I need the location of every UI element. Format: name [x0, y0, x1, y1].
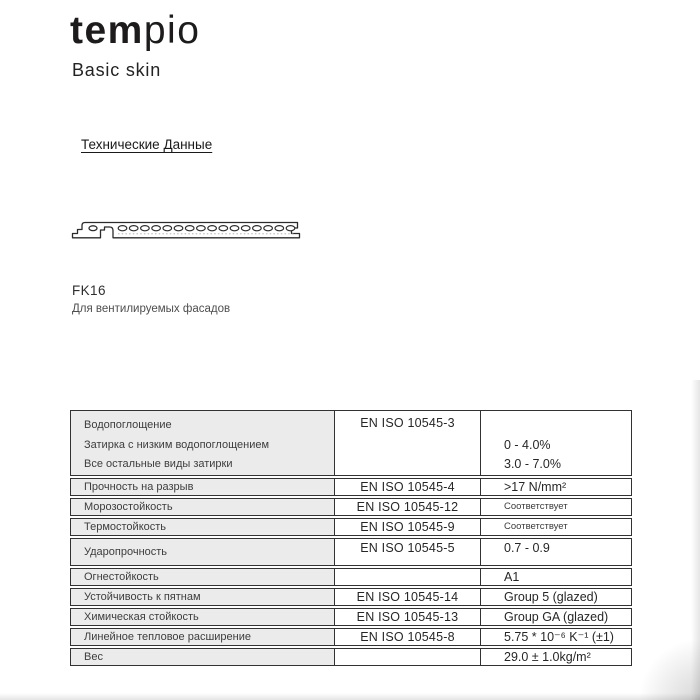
property-cell	[71, 539, 335, 565]
panel-hole	[230, 226, 239, 231]
panel-hole	[253, 226, 262, 231]
page-edge-shadow-right	[691, 380, 700, 700]
brand-logo	[70, 10, 200, 52]
brand-logo-light: pio	[143, 9, 201, 52]
panel-hole	[141, 226, 150, 231]
table-row	[70, 568, 632, 586]
value-cell	[481, 629, 631, 645]
spec-table	[70, 410, 632, 668]
value-cell	[481, 519, 631, 535]
table-row	[70, 518, 632, 536]
table-row	[70, 628, 632, 646]
page-edge-shadow-bottom	[0, 693, 700, 700]
value-cell	[481, 499, 631, 515]
value-cell	[481, 649, 631, 665]
table-row	[70, 588, 632, 606]
table-row	[70, 648, 632, 666]
panel-hole	[152, 226, 161, 231]
standard-label: EN ISO 10545-5	[360, 540, 455, 555]
page-corner-shadow	[630, 630, 700, 700]
value-label	[504, 416, 631, 436]
value-label: 29.0 ± 1.0kg/m²	[504, 649, 591, 664]
value-label: 0.7 - 0.9	[504, 540, 550, 555]
section-title: Технические Данные	[81, 137, 213, 152]
value-cell	[481, 609, 631, 625]
value-label: Group GA (glazed)	[504, 609, 609, 624]
standard-label: EN ISO 10545-9	[360, 519, 455, 534]
standard-label: EN ISO 10545-14	[356, 589, 459, 604]
panel-hole	[275, 226, 284, 231]
property-label: Прочность на разрыв	[84, 480, 194, 493]
standard-label: EN ISO 10545-3	[360, 416, 455, 430]
value-cell	[481, 589, 631, 605]
standard-label: EN ISO 10545-4	[360, 479, 455, 494]
panel-hole	[208, 226, 217, 231]
product-line-label: Basic skin	[72, 60, 162, 80]
table-row	[70, 608, 632, 626]
value-cell	[481, 539, 631, 565]
standard-label: EN ISO 10545-13	[356, 609, 459, 624]
panel-hole	[197, 226, 206, 231]
panel-hole	[264, 226, 273, 231]
property-cell	[71, 569, 335, 585]
property-cell	[71, 499, 335, 515]
value-label: Group 5 (glazed)	[504, 589, 598, 604]
property-label: Устойчивость к пятнам	[84, 590, 201, 603]
standard-label: EN ISO 10545-8	[360, 629, 455, 644]
property-cell	[71, 649, 335, 665]
property-cell	[71, 609, 335, 625]
property-label: Термостойкость	[84, 520, 167, 533]
value-cell	[481, 411, 631, 475]
property-label: Все остальные виды затирки	[84, 458, 233, 470]
brand-logo-bold: tem	[70, 9, 144, 52]
standard-cell	[335, 539, 481, 565]
property-label: Затирка с низким водопоглощением	[84, 438, 270, 451]
value-cell	[481, 569, 631, 585]
standard-label: EN ISO 10545-12	[356, 499, 459, 514]
table-row	[70, 410, 632, 476]
panel-hole	[89, 226, 97, 231]
panel-hole	[163, 226, 172, 231]
standard-cell	[335, 629, 481, 645]
property-cell	[71, 479, 335, 495]
standard-cell	[335, 589, 481, 605]
standard-cell	[335, 569, 481, 585]
panel-hole	[219, 226, 228, 231]
value-label: 3.0 - 7.0%	[504, 457, 561, 471]
property-label: Водопоглощение	[84, 419, 172, 431]
value-label: Соответствует	[504, 521, 568, 532]
value-label: 5.75 * 10⁻⁶ K⁻¹ (±1)	[504, 630, 614, 644]
property-cell	[71, 519, 335, 535]
value-label: Соответствует	[504, 501, 568, 512]
panel-profile-drawing	[68, 214, 304, 244]
standard-cell	[335, 411, 481, 475]
panel-hole	[286, 226, 295, 231]
standard-cell	[335, 479, 481, 495]
property-label: Химическая стойкость	[84, 610, 199, 623]
standard-cell	[335, 609, 481, 625]
property-cell	[71, 589, 335, 605]
table-row	[70, 478, 632, 496]
table-row	[70, 538, 632, 566]
product-code: FK16	[72, 283, 106, 298]
panel-hole	[185, 226, 194, 231]
standard-cell	[335, 499, 481, 515]
standard-cell	[335, 519, 481, 535]
panel-hole	[174, 226, 183, 231]
value-label: A1	[504, 569, 520, 584]
value-cell	[481, 479, 631, 495]
value-label: >17 N/mm²	[504, 479, 567, 494]
product-description: Для вентилируемых фасадов	[72, 303, 231, 315]
panel-hole	[129, 226, 138, 231]
panel-hole	[241, 226, 250, 231]
property-label: Ударопрочность	[84, 545, 168, 558]
property-label: Вес	[84, 650, 103, 663]
standard-cell	[335, 649, 481, 665]
property-cell	[71, 411, 335, 475]
property-label: Огнестойкость	[84, 570, 159, 583]
property-cell	[71, 629, 335, 645]
property-label: Линейное тепловое расширение	[84, 630, 252, 643]
property-label: Морозостойкость	[84, 500, 173, 513]
table-row	[70, 498, 632, 516]
panel-hole	[118, 226, 127, 231]
value-label: 0 - 4.0%	[504, 437, 551, 452]
